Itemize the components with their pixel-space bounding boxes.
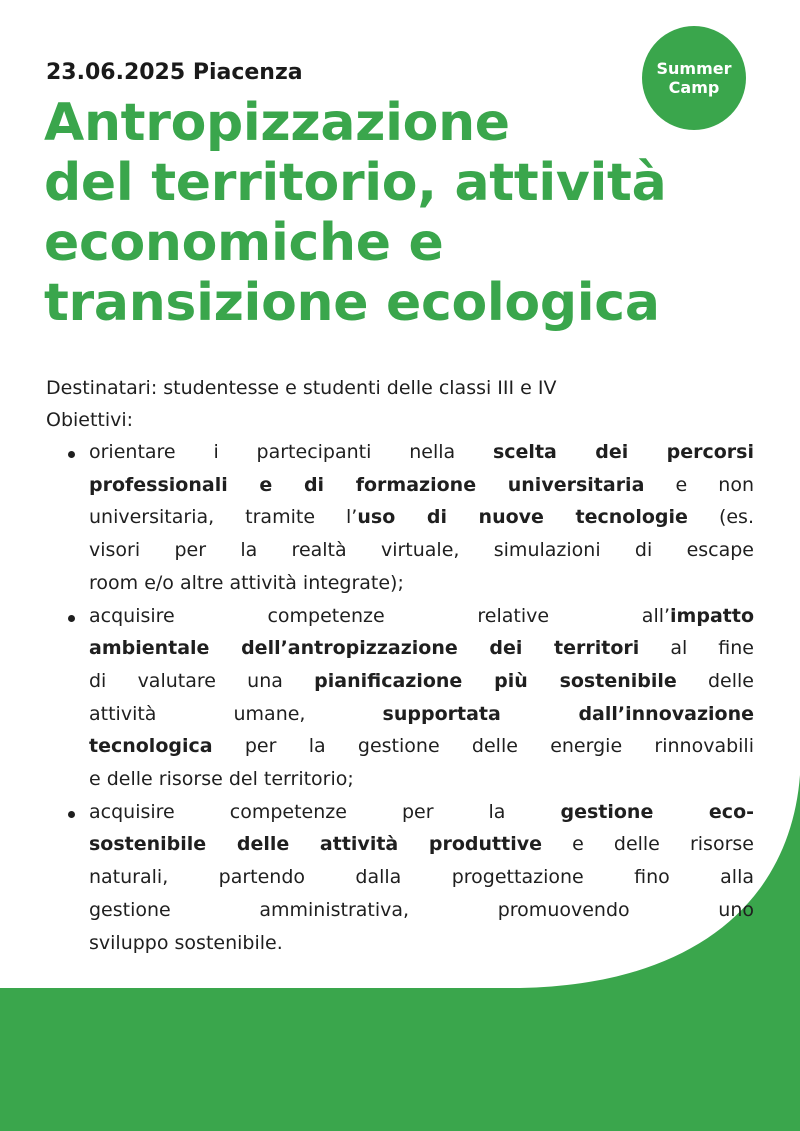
plain-text: di valutare una xyxy=(89,669,315,692)
plain-text: e non xyxy=(644,473,754,496)
plain-text: orientare i partecipanti nella xyxy=(89,441,493,463)
objective-line xyxy=(89,796,754,829)
plain-text: visori per la realtà virtuale, simulazioni di escape xyxy=(89,539,754,562)
emphasis-text: impatto xyxy=(670,604,754,627)
page-title xyxy=(44,93,764,333)
title-line: transizione ecologica xyxy=(44,273,660,333)
objective-item xyxy=(46,436,754,600)
objective-item xyxy=(46,600,754,796)
badge-line-1: Summer xyxy=(656,59,732,78)
plain-text: attività umane, xyxy=(89,702,383,725)
objective-line xyxy=(89,828,754,861)
emphasis-text: pianificazione più sostenibile xyxy=(314,669,677,692)
emphasis-text: ambientale dell’antropizzazione dei territori xyxy=(89,637,640,660)
objective-line xyxy=(89,501,754,534)
objectives-label: Obiettivi: xyxy=(46,409,134,431)
emphasis-text: scelta dei percorsi xyxy=(492,441,754,463)
plain-text: gestione amministrativa, promuovendo uno xyxy=(89,898,754,921)
plain-text: delle xyxy=(676,669,754,692)
date-place: 23.06.2025 Piacenza xyxy=(46,60,303,85)
plain-text: room e/o altre attività integrate); xyxy=(89,571,404,594)
objective-line xyxy=(89,763,754,796)
badge-line-2: Camp xyxy=(668,78,720,97)
bullet-icon xyxy=(68,811,75,818)
title-line: del territorio, attività xyxy=(44,153,667,213)
objective-line xyxy=(89,665,754,698)
bullet-icon xyxy=(68,615,75,622)
plain-text: (es. xyxy=(687,506,754,529)
emphasis-text: gestione eco- xyxy=(560,800,755,823)
plain-text: sviluppo sostenibile. xyxy=(89,931,283,954)
objective-line xyxy=(89,469,754,502)
plain-text: per la gestione delle energie rinnovabili xyxy=(212,735,754,758)
plain-text: naturali, partendo dalla progettazione fino alla xyxy=(89,866,754,889)
plain-text: acquisire competenze per la xyxy=(89,800,561,823)
emphasis-text: uso di nuove tecnologie xyxy=(357,506,688,529)
emphasis-text: sostenibile delle attività produttive xyxy=(89,833,542,856)
objective-item xyxy=(46,796,754,960)
objective-line xyxy=(89,894,754,927)
plain-text: universitaria, tramite l’ xyxy=(89,506,358,529)
objective-line xyxy=(89,698,754,731)
plain-text: e delle risorse xyxy=(542,833,754,856)
objective-line xyxy=(89,436,754,469)
objective-line xyxy=(89,927,754,960)
emphasis-text: supportata dall’innovazione xyxy=(382,702,754,725)
plain-text: e delle risorse del territorio; xyxy=(89,768,354,791)
plain-text: acquisire competenze relative all’ xyxy=(89,604,671,627)
plain-text: al fine xyxy=(639,637,754,660)
objective-line xyxy=(89,567,754,600)
objective-line xyxy=(89,730,754,763)
body-content xyxy=(46,372,754,959)
title-line: economiche e xyxy=(44,213,444,273)
recipients-text: Destinatari: studentesse e studenti delle classi III e IV xyxy=(46,377,557,399)
objective-line xyxy=(89,861,754,894)
title-line: Antropizzazione xyxy=(44,93,510,153)
objective-line xyxy=(89,600,754,633)
objectives-list xyxy=(46,436,754,959)
objective-line xyxy=(89,632,754,665)
emphasis-text: professionali e di formazione universitaria xyxy=(89,473,645,496)
bullet-icon xyxy=(68,451,75,458)
objective-line xyxy=(89,534,754,567)
emphasis-text: tecnologica xyxy=(89,735,213,758)
